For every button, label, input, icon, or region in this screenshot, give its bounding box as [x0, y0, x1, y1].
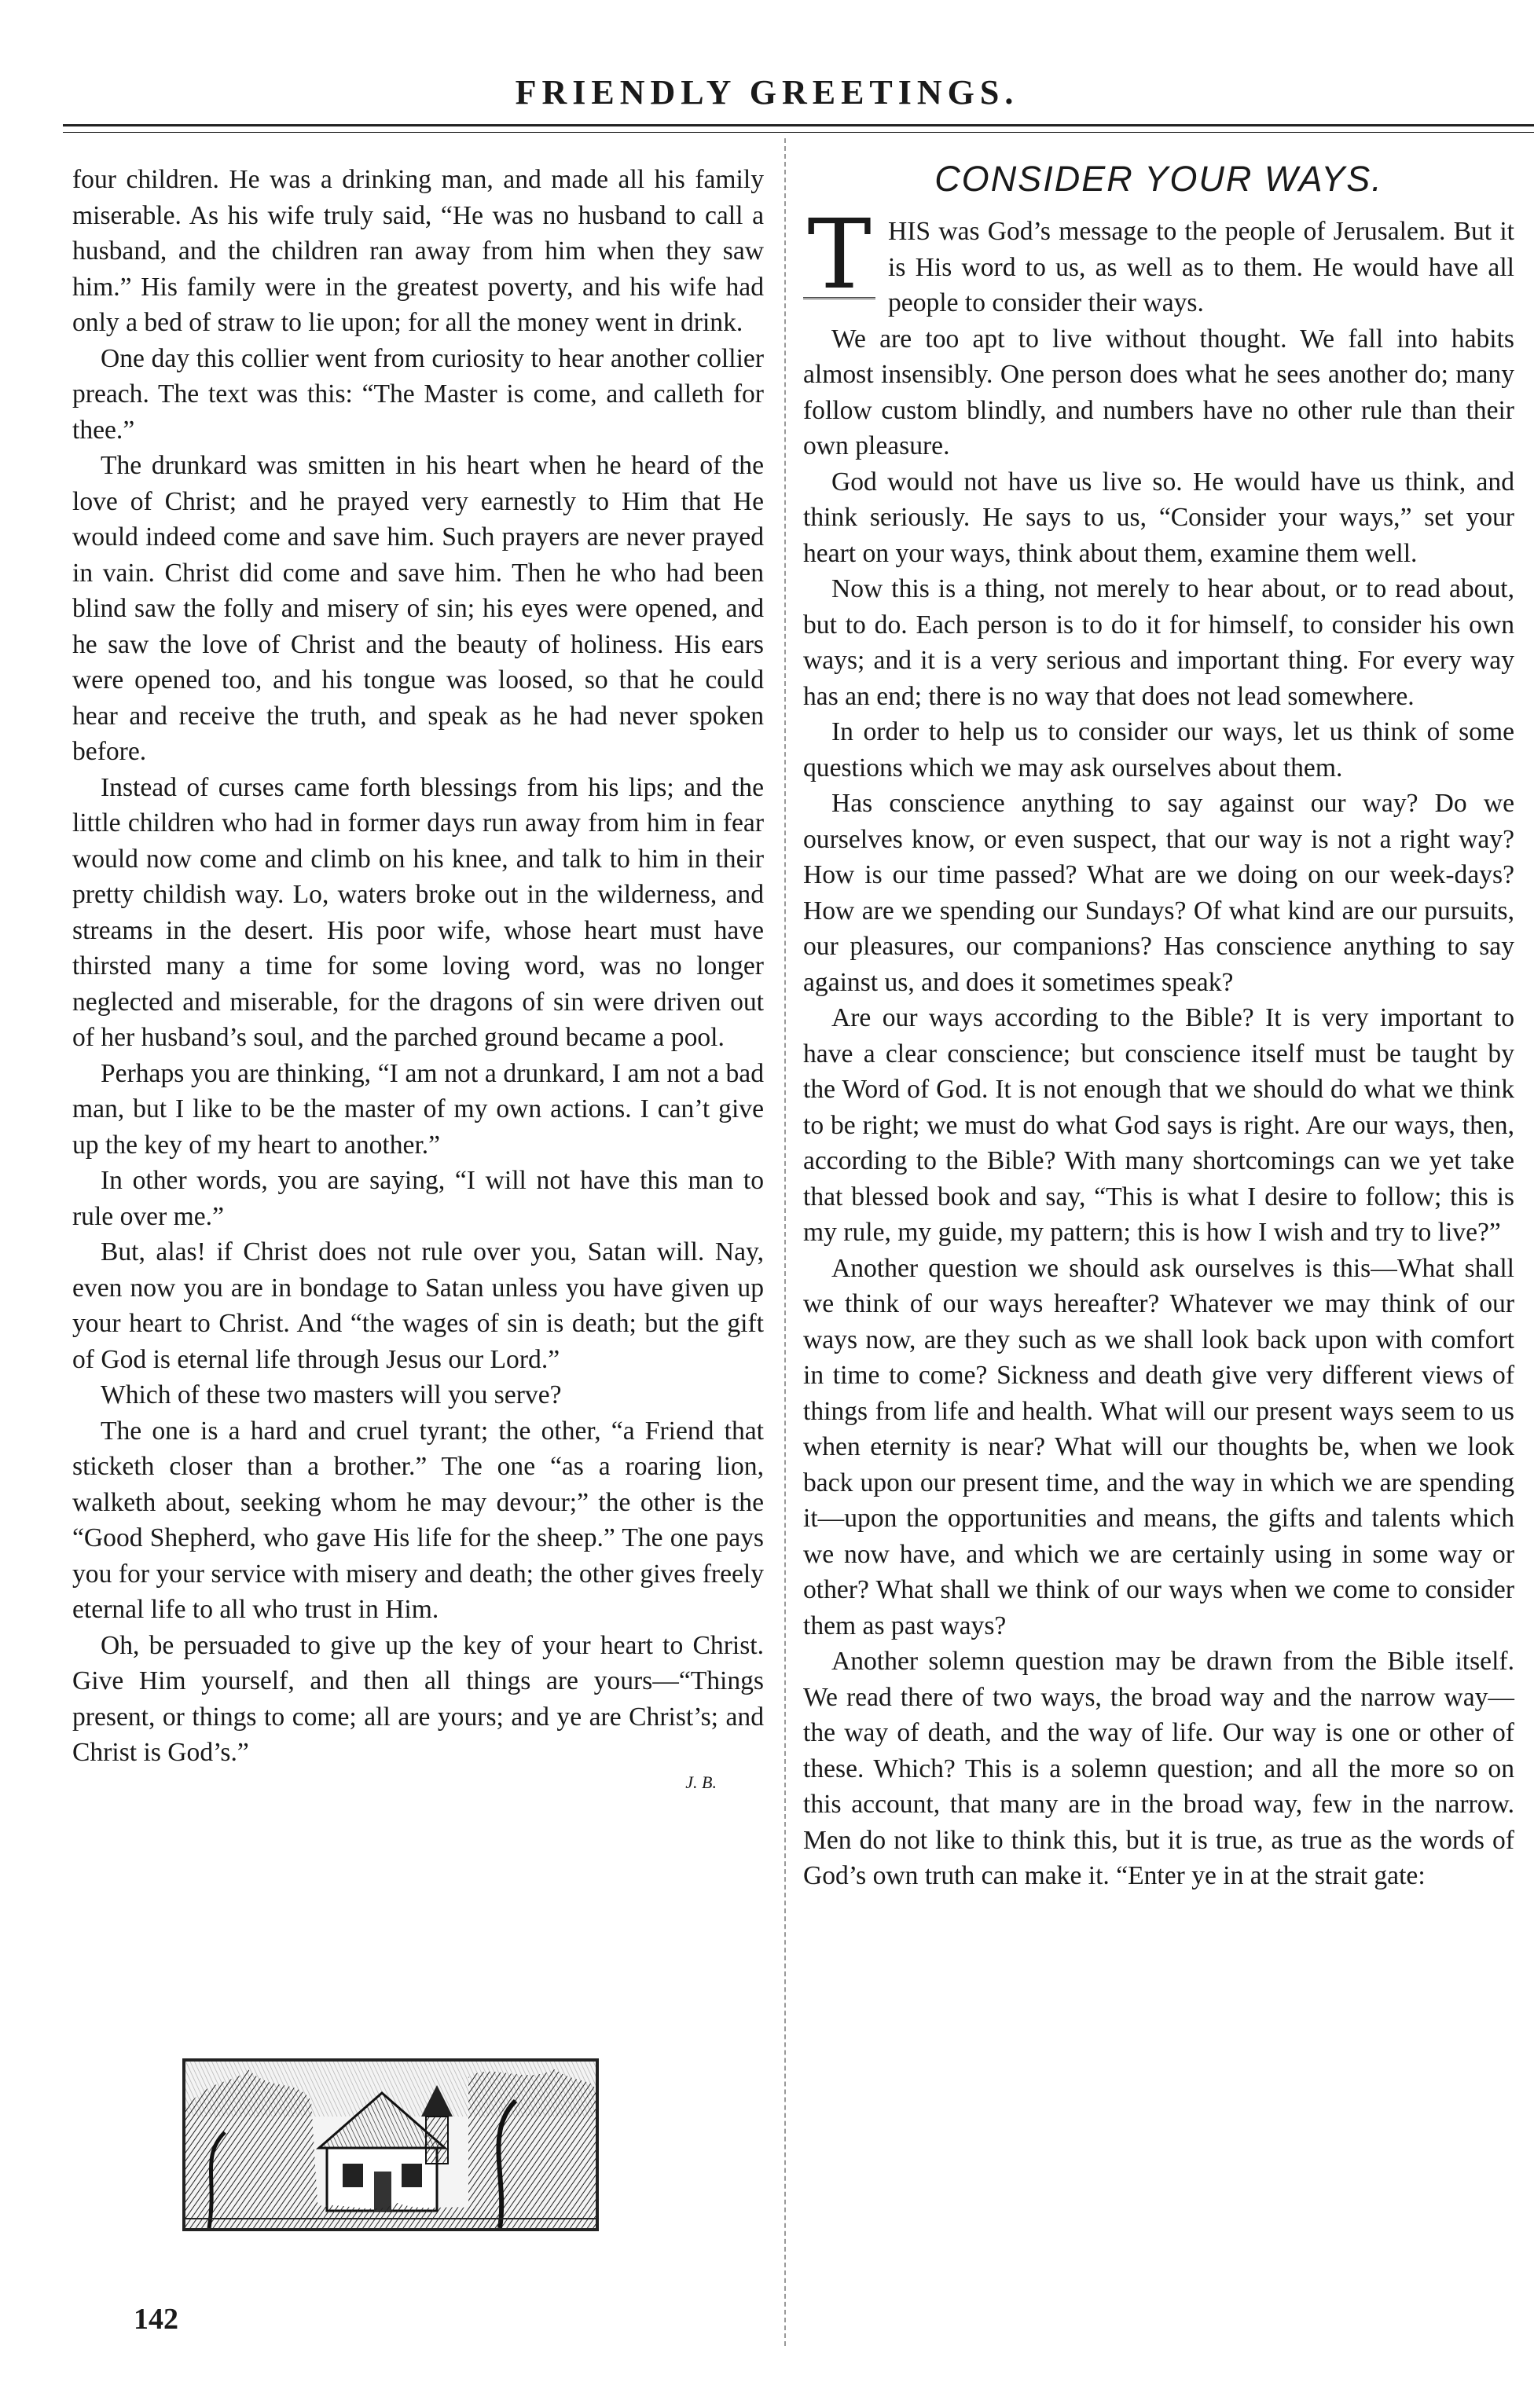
- page-number: 142: [134, 2303, 178, 2336]
- left-paragraph: Oh, be persuaded to give up the key of your heart to Christ. Give Him yourself, and then all things are yours—“Things present, or things to come; all are yours; and ye are Christ’s; and Christ is God’s.”: [72, 1630, 764, 1767]
- left-paragraph: The one is a hard and cruel tyrant; the other, “a Friend that sticketh closer than a brother.” The one “as a roaring lion, walketh about, seeking whom he may devour;” the other is the “Good Shepherd, who gave His life for the sheep.” The one pays you for your service with misery and death; the other gives freely eternal life to all who trust in Him.: [72, 1416, 764, 1624]
- left-column: [72, 162, 764, 1794]
- left-paragraph: In other words, you are saying, “I will not have this man to rule over me.”: [72, 1166, 764, 1231]
- right-first-paragraph: [803, 199, 1514, 321]
- right-paragraph: Another solemn question may be drawn from the Bible itself. We read there of two ways, the broad way and the narrow way—the way of death, and the way of life. Our way is one or other of these. Which? This is a solemn question; and all the more so on this account, that many are in the broad way, few in the narrow. Men do not like to think this, but it is true, as true as the words of God’s own truth can make it. “Enter ye in at the strait gate:: [803, 1647, 1514, 1890]
- header-rule-thin: [63, 132, 1534, 133]
- header-rule: [63, 124, 1534, 126]
- cottage-engraving-illustration: [182, 2058, 599, 2231]
- running-head: FRIENDLY GREETINGS.: [515, 73, 1019, 112]
- right-column: [803, 159, 1514, 1894]
- article-title: CONSIDER YOUR WAYS.: [934, 159, 1383, 199]
- left-paragraph: Perhaps you are thinking, “I am not a drunkard, I am not a bad man, but I like to be the master of my own actions. I can’t give up the key of my heart to another.”: [72, 1058, 764, 1160]
- right-paragraph: Has conscience anything to say against our way? Do we ourselves know, or even suspect, that our way is not a right way? How is our time passed? What are we doing on our week-days? How are we spending our Sundays? Of what kind are our pursuits, our pleasures, our companions? Has conscience anything to say against us, and does it sometimes speak?: [803, 789, 1514, 997]
- left-paragraph: The drunkard was smitten in his heart when he heard of the love of Christ; and he prayed very earnestly to Him that He would indeed come and save him. Such prayers are never prayed in vain. Christ did come and save him. Then he who had been blind saw the folly and misery of sin; his eyes were opened, and he saw the love of Christ and the beauty of holiness. His ears were opened too, and his tongue was loosed, so that he could hear and receive the truth, and speak as he had never spoken before.: [72, 451, 764, 766]
- right-paragraph: We are too apt to live without thought. We fall into habits almost insensibly. One person does what he sees another do; many follow custom blindly, and numbers have no other rule than their own pleasure.: [803, 324, 1514, 460]
- right-paragraph: Now this is a thing, not merely to hear about, or to read about, but to do. Each person is to do it for himself, to consider his own ways; and it is a very serious and important thing. For every way has an end; there is no way that does not lead somewhere.: [803, 574, 1514, 711]
- drop-cap: T: [803, 215, 875, 299]
- left-paragraph: One day this collier went from curiosity to hear another collier preach. The text was this: “The Master is come, and calleth for thee.”: [72, 343, 764, 445]
- column-divider: [784, 138, 786, 2346]
- right-paragraph: In order to help us to consider our ways, let us think of some questions which we may ask ourselves about them.: [803, 717, 1514, 783]
- left-paragraph: Which of these two masters will you serve?: [101, 1380, 562, 1409]
- right-paragraph: Are our ways according to the Bible? It is very important to have a clear conscience; but conscience itself must be taught by the Word of God. It is not enough that we should do what we think to be right; we must do what God says is right. Are our ways, then, according to the Bible? With many shortcomings can we yet take that blessed book and say, “This is what I desire to follow; this is my rule, my guide, my pattern; this is how I wish and try to live?”: [803, 1003, 1514, 1247]
- left-paragraph: But, alas! if Christ does not rule over you, Satan will. Nay, even now you are in bondage to Satan unless you have given up your heart to Christ. And “the wages of sin is death; but the gift of God is eternal life through Jesus our Lord.”: [72, 1237, 764, 1374]
- right-paragraph: God would not have us live so. He would have us think, and think seriously. He says to us, “Consider your ways,” set your heart on your ways, think about them, examine them well.: [803, 467, 1514, 568]
- first-paragraph-text: HIS was God’s message to the people of Jerusalem. But it is His word to us, as well as to them. He would have all people to consider their ways.: [888, 217, 1514, 317]
- author-signature: J. B.: [685, 1772, 717, 1792]
- left-paragraph: four children. He was a drinking man, and made all his family miserable. As his wife truly said, “He was no husband to call a husband, and the children ran away from him when they saw him.” His family were in the greatest poverty, and his wife had only a bed of straw to lie upon; for all the money went in drink.: [72, 165, 764, 337]
- right-paragraph: Another question we should ask ourselves is this—What shall we think of our ways hereafter? Whatever we may think of our ways now, are they such as we shall look back upon with comfort in time to come? Sickness and death give very different views of things from life and health. What will our present ways seem to us when eternity is near? What will our thoughts be, when we look back upon our present time, and the way in which we are spending it—upon the opportunities and means, the gifts and talents which we now have, and which we are certainly using in some way or other? What shall we think of our ways when we come to consider them as past ways?: [803, 1253, 1514, 1640]
- left-paragraph: Instead of curses came forth blessings from his lips; and the little children who had in former days run away from him in fear would now come and climb on his knee, and talk to him in their pretty childish way. Lo, waters broke out in the wilderness, and streams in the desert. His poor wife, whose heart must have thirsted many a time for some loving word, was no longer neglected and miserable, for the dragons of sin were driven out of her husband’s soul, and the parched ground became a pool.: [72, 772, 764, 1052]
